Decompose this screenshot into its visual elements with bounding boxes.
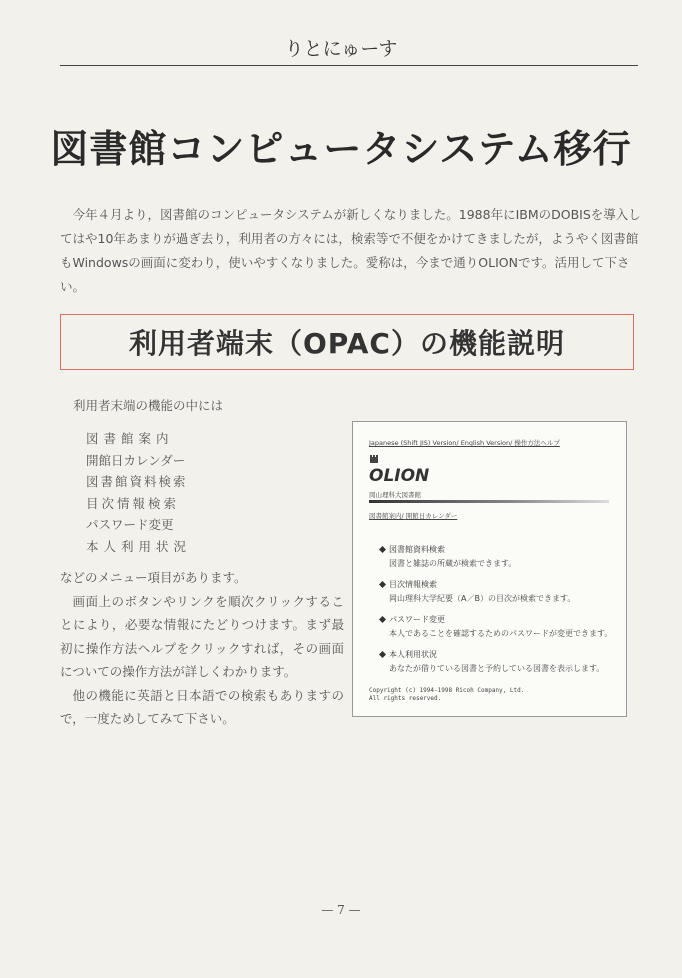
- diamond-bullet-icon: [379, 581, 386, 588]
- body-paragraph-2: 画面上のボタンやリンクを順次クリックすることにより，必要な情報にたどりつけます。まず最初に操作方法ヘルプをクリックすれば，その画面についての操作方法が詳しくわかります。: [60, 593, 344, 679]
- lead-text: 利用者末端の機能の中には: [73, 398, 224, 413]
- opac-item-title: パスワード変更: [389, 615, 445, 624]
- diamond-bullet-icon: [379, 651, 386, 658]
- header-divider: [60, 65, 638, 66]
- intro-paragraph: 今年４月より，図書館のコンピュータシステムが新しくなりました。1988年にIBMのDOBISを導入してはや10年あまりが過ぎ去り，利用者の方々には，検索等で不便をかけてきましたが，ようやく図書館もWindowsの画面に変わり，使いやすくなりました。愛称は，今まで通りOLIONです。活用して下さい。: [60, 207, 641, 294]
- menu-item-material-search: 図書館資料検索: [86, 474, 188, 489]
- header-title: りとにゅーす: [284, 38, 398, 60]
- opac-item-desc: 本人であることを確認するためのパスワードが変更できます。: [389, 629, 613, 638]
- opac-subtitle: 岡山理科大図書館: [369, 491, 421, 499]
- opac-item-toc-search[interactable]: [379, 579, 575, 604]
- opac-copyright: [369, 687, 524, 703]
- menu-item-calendar: 開館日カレンダー: [86, 452, 186, 468]
- section-heading: [60, 314, 634, 370]
- page-title: 図書館コンピュータシステム移行: [50, 126, 632, 171]
- opac-item-usage-status[interactable]: [379, 649, 604, 674]
- opac-item-desc: 図書と雑誌の所蔵が検索できます。: [389, 559, 517, 568]
- opac-header-bar: [369, 500, 609, 503]
- opac-item-title: 目次情報検索: [389, 580, 437, 589]
- opac-item-title: 本人利用状況: [389, 650, 437, 659]
- opac-link-english[interactable]: English Version: [460, 439, 511, 447]
- opac-link-help[interactable]: 操作方法ヘルプ: [514, 439, 560, 447]
- body-paragraph-3: 他の機能に英語と日本語での検索もありますので，一度ためしてみて下さい。: [60, 687, 344, 726]
- copyright-line-2: All rights reserved.: [369, 695, 442, 702]
- opac-item-password[interactable]: [379, 614, 612, 639]
- body-paragraph-1: などのメニュー項目があります。: [60, 570, 247, 585]
- opac-link-japanese[interactable]: Japanese (Shift JIS) Version: [369, 439, 457, 447]
- opac-link-calendar[interactable]: 開館日カレンダー: [405, 512, 458, 520]
- body-text: [60, 566, 344, 731]
- opac-top-links: Japanese (Shift JIS) Version/ English Version/ 操作方法ヘルプ: [369, 439, 560, 447]
- opac-screenshot: [352, 421, 627, 717]
- menu-item-password: パスワード変更: [86, 517, 174, 532]
- menu-item-list: [86, 428, 191, 557]
- menu-item-toc-search: 目次情報検索: [86, 495, 180, 511]
- section-heading-text: 利用者端末（OPAC）の機能説明: [129, 327, 565, 360]
- opac-item-desc: 岡山理科大学紀要（A／B）の目次が検索できます。: [389, 594, 576, 603]
- opac-logo: OLION: [369, 466, 430, 486]
- opac-sub-links: 図書館案内/ 開館日カレンダー: [369, 512, 458, 520]
- opac-item-material-search[interactable]: [379, 544, 516, 569]
- diamond-bullet-icon: [379, 616, 386, 623]
- opac-link-guide[interactable]: 図書館案内: [369, 512, 402, 520]
- menu-item-usage-status: 本人利用状況: [86, 538, 192, 554]
- castle-icon: [369, 453, 379, 463]
- opac-item-title: 図書館資料検索: [389, 545, 445, 554]
- page-number: — 7 —: [321, 903, 361, 917]
- opac-item-desc: あなたが借りている図書と予約している図書を表示します。: [389, 664, 605, 673]
- copyright-line-1: Copyright (c) 1994-1998 Ricoh Company, Ltd.: [369, 687, 525, 694]
- diamond-bullet-icon: [379, 546, 386, 553]
- menu-item-library-guide: 図書館案内: [86, 431, 174, 446]
